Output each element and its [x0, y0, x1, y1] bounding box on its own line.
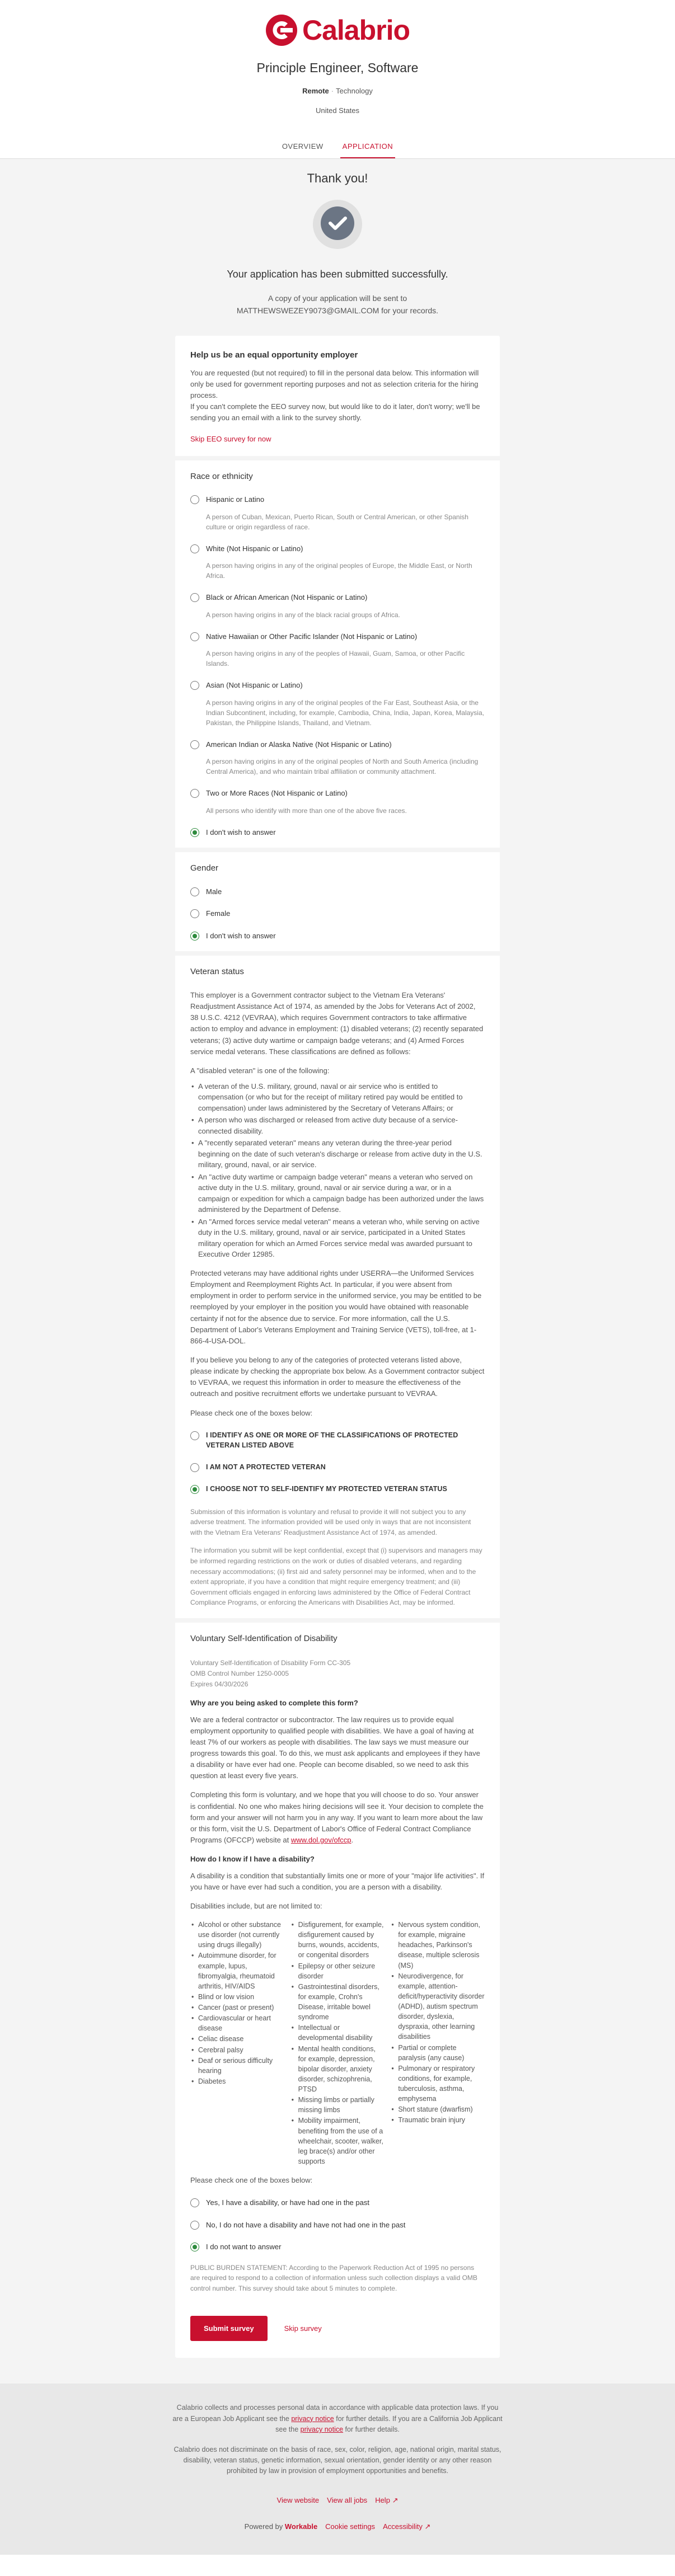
powered-by-label [245, 2521, 318, 2532]
list-item: • Cerebral palsy [190, 2045, 285, 2055]
option-description: A person having origins in any of the original peoples of Europe, the Middle East, or North Africa. [206, 562, 472, 580]
tab-overview[interactable]: OVERVIEW [282, 142, 324, 151]
list-item: • Cancer (past or present) [190, 2002, 285, 2013]
veteran-intro: This employer is a Government contractor subject to the Vietnam Era Veterans' Readjustment Assistance Act of 1974, as amended by the Jobs for Veterans Act of 2002, 38 U.S.C. 4212 (VEVRAA), which requires Government contractors to take affirmative action to employ and advance in employment: (1) disabled veterans; (2) recently separated veterans; (3) active duty wartime or campaign badge veterans; and (4) Armed Forces service medal veterans. These classifications are defined as follows: [190, 990, 484, 1056]
userra-text: Protected veterans may have additional rights under USERRA—the Uniformed Services Employment and Reemployment Rights Act. In particular, if you were absent from employment in order to perform service in the uniformed service, you may be entitled to be reemployed by your employer in the position you would have obtained with reasonable certainty if not for the absence due to service. For more information, call the U.S. Department of Labor's Veterans Employment and Training Service (VETS), toll-free, at 1-866-4-USA-DOL. [190, 1268, 482, 1345]
survey-actions [190, 2316, 485, 2341]
meta-separator: · [331, 86, 334, 95]
submit-survey-button[interactable]: Submit survey [190, 2316, 268, 2341]
eeo-intro: You are requested (but not required) to fill in the personal data below. This information will only be used for government reporting purposes and not as selection criteria for the hiring process. [190, 368, 479, 400]
veteran-options [190, 1430, 485, 1494]
eeo-intro-later: If you can't complete the EEO survey now, but would like to do it later, don't worry; we'll be sending you an email with a link to the survey shortly. [190, 402, 480, 422]
option-text [206, 1484, 447, 1494]
view-website-link[interactable]: View website [276, 2495, 320, 2504]
radio-button[interactable] [190, 1431, 199, 1440]
cookie-settings-link[interactable]: Cookie settings [325, 2522, 376, 2531]
option-label: Two or More Races (Not Hispanic or Latino) [206, 789, 348, 798]
list-item: • A veteran of the U.S. military, ground, naval or air service who is entitled to compensation (or who but for the receipt of military retired pay would be entitled to compensation) under laws administered by the Secretary of Veterans Affairs; or [190, 1081, 485, 1114]
job-meta [0, 86, 675, 97]
option-label: Hispanic or Latino [206, 495, 265, 504]
race-title: Race or ethnicity [190, 471, 253, 481]
gender-options [190, 886, 485, 942]
disabled-veteran-def: A "disabled veteran" is one of the following: [190, 1066, 330, 1075]
radio-option[interactable] [190, 930, 485, 942]
eeo-survey-card [175, 336, 500, 2358]
radio-option[interactable] [190, 680, 485, 728]
radio-option[interactable] [190, 543, 485, 581]
veteran-title: Veteran status [190, 967, 244, 977]
form-expiry: Expires 04/30/2026 [190, 1680, 249, 1688]
page-footer [0, 2384, 675, 2554]
option-label: I don't wish to answer [206, 828, 276, 836]
option-description: A person having origins in any of the original peoples of North and South America (including Central America), and who maintain tribal affiliation or community attachment. [206, 758, 479, 776]
list-item: • Blind or low vision [190, 1992, 285, 2002]
radio-selected[interactable] [190, 828, 199, 837]
list-item: • Disfigurement, for example, disfigurement caused by burns, wounds, accidents, or congenital disorders [290, 1920, 385, 1961]
external-link-icon: ↗ [392, 2495, 399, 2504]
option-text [206, 788, 407, 816]
radio-button[interactable] [190, 544, 199, 553]
option-label: Male [206, 887, 222, 896]
disability-check-prompt: Please check one of the boxes below: [190, 2176, 313, 2185]
radio-option[interactable] [190, 788, 485, 816]
option-text [206, 827, 276, 838]
voluntary-text-main: Completing this form is voluntary, and we hope that you will choose to do so. Your answer is confidential. No one who makes hiring decisions will see it. Your decision to complete the form and your answer will not harm you in any way. If you want to learn more about the law or this form, visit the U.S. Department of Labor's Office of Federal Contract Compliance Programs (OFCCP) website at [190, 1790, 484, 1844]
list-item: • Diabetes [190, 2076, 285, 2086]
option-text [206, 886, 222, 897]
why-answer: We are a federal contractor or subcontractor. The law requires us to provide equal employment opportunity to qualified people with disabilities. We have a goal of having at least 7% of our workers as people with disabilities. The law says we must measure our progress towards this goal. To do this, we must ask applicants and employees if they have a disability or have ever had one. People can become disabled, so we need to ask this question at least every five years. [190, 1715, 480, 1780]
page-header [0, 0, 675, 159]
list-item: • A "recently separated veteran" means any veteran during the three-year period beginning on the date of such veteran's discharge or release from active duty in the U.S. military, ground, naval, or air service. [190, 1137, 485, 1171]
radio-button[interactable] [190, 740, 199, 749]
list-item: • Intellectual or developmental disability [290, 2023, 385, 2043]
job-title: Principle Engineer, Software [256, 60, 419, 75]
external-link-icon: ↗ [424, 2522, 431, 2531]
option-description: A person having origins in any of the peoples of Hawaii, Guam, Samoa, or other Pacific Islands. [206, 650, 465, 668]
radio-selected[interactable] [190, 1485, 199, 1494]
job-workplace: Remote [302, 86, 329, 95]
list-item: • Short stature (dwarfism) [390, 2104, 485, 2114]
disability-form-id [190, 1658, 485, 1690]
nondiscrimination-text: Calabrio does not discriminate on the basis of race, sex, color, religion, age, national origin, marital status, disability, veteran status, genetic information, sexual orientation, gender identity or any other reason prohibited by law in provision of employment opportunities and benefits. [174, 2445, 501, 2475]
radio-option[interactable] [190, 886, 485, 897]
tab-bar [0, 135, 675, 159]
skip-eeo-link[interactable]: Skip EEO survey for now [190, 435, 271, 444]
radio-button[interactable] [190, 2221, 199, 2230]
radio-button[interactable] [190, 632, 199, 641]
job-location: United States [315, 106, 360, 115]
option-text [206, 2241, 281, 2253]
accessibility-label: Accessibility [383, 2522, 423, 2531]
list-item: • Neurodivergence, for example, attention-deficit/hyperactivity disorder (ADHD), autism spectrum disorder, dyslexia, dyspraxia, other learning disabilities [390, 1971, 485, 2042]
disability-list [190, 1920, 485, 2167]
radio-selected[interactable] [190, 2243, 199, 2251]
option-label: I CHOOSE NOT TO SELF-IDENTIFY MY PROTECTED VETERAN STATUS [206, 1484, 447, 1493]
privacy-text-b: for further details. If you are a California Job Applicant see the [275, 2414, 503, 2434]
company-name: Calabrio [302, 14, 410, 46]
option-label: I AM NOT A PROTECTED VETERAN [206, 1463, 326, 1472]
list-item: • Epilepsy or other seizure disorder [290, 1961, 385, 1981]
option-description: All persons who identify with more than one of the above five races. [206, 806, 407, 815]
disability-column [190, 1920, 285, 2167]
calabrio-logo-icon [265, 14, 298, 46]
radio-option[interactable] [190, 631, 485, 669]
submitted-message: Your application has been submitted successfully. [227, 268, 448, 280]
list-item: • Traumatic brain injury [390, 2115, 485, 2125]
list-item: • Alcohol or other substance use disorder (not currently using drugs illegally) [190, 1920, 285, 1950]
radio-button[interactable] [190, 2198, 199, 2207]
disability-column [290, 1920, 385, 2167]
confirmation-block [0, 164, 675, 317]
disability-options [190, 2197, 485, 2253]
list-item: • Partial or complete paralysis (any cause) [390, 2043, 485, 2063]
radio-option[interactable] [190, 2241, 485, 2253]
option-label: Native Hawaiian or Other Pacific Islander (Not Hispanic or Latino) [206, 632, 418, 641]
radio-option[interactable] [190, 739, 485, 777]
thank-you-heading: Thank you! [307, 171, 368, 185]
option-description: A person having origins in any of the original peoples of the Far East, Southeast Asia, or the Indian Subcontinent, including, for example, Cambodia, China, India, Japan, Korea, Malaysia, Pakistan, the Philippine Islands, Thailand, and Vietnam. [206, 698, 484, 727]
privacy-text [172, 2403, 503, 2435]
list-item: • Missing limbs or partially missing limbs [290, 2095, 385, 2115]
option-text [206, 680, 485, 728]
radio-button[interactable] [190, 495, 199, 504]
list-item: • Mental health conditions, for example, depression, bipolar disorder, anxiety disorder, schizophrenia, PTSD [290, 2044, 385, 2095]
copy-notice-line2: MATTHEWSWEZEY9073@GMAIL.COM for your records. [236, 305, 439, 315]
list-item: • Nervous system condition, for example, migraine headaches, Parkinson's disease, multiple sclerosis (MS) [390, 1920, 485, 1971]
copy-notice [0, 292, 675, 317]
powered-by [0, 2521, 675, 2532]
radio-button[interactable] [190, 1463, 199, 1472]
workable-brand[interactable]: Workable [284, 2522, 318, 2531]
radio-option[interactable] [190, 592, 485, 620]
privacy-text-c: for further details. [343, 2425, 400, 2434]
section-divider [175, 848, 500, 852]
disability-list-col3 [390, 1920, 485, 2126]
section-divider [175, 456, 500, 460]
radio-option[interactable] [190, 1484, 485, 1494]
veteran-request: If you believe you belong to any of the categories of protected veterans listed above, please indicate by checking the appropriate box below. As a Government contractor subject to VEVRAA, we request this information in order to measure the effectiveness of the outreach and positive recruitment efforts we undertake pursuant to VEVRAA. [190, 1355, 485, 1398]
option-text [206, 908, 230, 919]
option-label: Asian (Not Hispanic or Latino) [206, 681, 303, 690]
list-item: • Mobility impairment, benefiting from the use of a wheelchair, scooter, walker, leg brace(s) and/or other supports [290, 2116, 385, 2166]
option-text [206, 592, 400, 620]
eeo-heading: Help us be an equal opportunity employer [190, 350, 358, 360]
check-circle-icon [312, 199, 363, 250]
public-burden-statement: PUBLIC BURDEN STATEMENT: According to the Paperwork Reduction Act of 1995 no persons are required to respond to a collection of information unless such collection displays a valid OMB control number. This survey should take about 5 minutes to complete. [190, 2263, 477, 2292]
accessibility-link[interactable] [383, 2521, 430, 2532]
radio-option[interactable] [190, 1430, 485, 1451]
voluntary-text-end: . [351, 1835, 354, 1844]
option-label: No, I do not have a disability and have not had one in the past [206, 2220, 406, 2229]
option-text [206, 631, 485, 669]
view-all-jobs-link[interactable]: View all jobs [327, 2495, 368, 2504]
option-label: I do not want to answer [206, 2243, 282, 2251]
option-label: Female [206, 909, 231, 918]
list-item: • Pulmonary or respiratory conditions, for example, tuberculosis, asthma, emphysema [390, 2063, 485, 2104]
job-department: Technology [336, 86, 373, 95]
privacy-notice-link-eu[interactable]: privacy notice [291, 2414, 334, 2423]
list-item: • Autoimmune disorder, for example, lupus, fibromyalgia, rheumatoid arthritis, HIV/AIDS [190, 1950, 285, 1991]
option-description: A person having origins in any of the black racial groups of Africa. [206, 610, 400, 619]
disability-title: Voluntary Self-Identification of Disability [190, 1634, 337, 1643]
option-text [206, 2197, 369, 2208]
list-item: • Deaf or serious difficulty hearing [190, 2056, 285, 2076]
option-text [206, 1430, 485, 1451]
list-item: • An "active duty wartime or campaign badge veteran" means a veteran who served on active duty in the U.S. military, ground, naval or air service during a war, or in a campaign or expedition for which a campaign badge has been authorized under the laws administered by the Department of Defense. [190, 1172, 485, 1215]
how-answer: A disability is a condition that substantially limits one or more of your "major life activities". If you have or have ever had such a condition, you are a person with a disability. [190, 1871, 485, 1891]
option-label: White (Not Hispanic or Latino) [206, 544, 303, 553]
list-item: • Cardiovascular or heart disease [190, 2013, 285, 2033]
list-item: • An "Armed forces service medal veteran" means a veteran who, while serving on active duty in the U.S. military, ground, naval or air service, participated in a United States military operation for which an Armed Forces service medal was awarded pursuant to Executive Order 12985. [190, 1216, 485, 1260]
race-options [190, 494, 485, 838]
option-label: I don't wish to answer [206, 931, 276, 940]
list-item: • Gastrointestinal disorders, for example, Crohn's Disease, irritable bowel syndrome [290, 1982, 385, 2023]
section-divider [175, 1618, 500, 1623]
option-text [206, 2220, 405, 2231]
disability-list-col1 [190, 1920, 285, 2086]
disability-column [390, 1920, 485, 2167]
option-label: Black or African American (Not Hispanic or Latino) [206, 593, 368, 602]
radio-button[interactable] [190, 681, 199, 690]
gender-title: Gender [190, 863, 219, 873]
radio-option[interactable] [190, 2220, 485, 2231]
radio-button[interactable] [190, 887, 199, 896]
ofccp-link[interactable]: www.dol.gov/ofccp [290, 1835, 351, 1844]
option-description: A person of Cuban, Mexican, Puerto Rican, South or Central American, or other Spanish culture or origin regardless of race. [206, 513, 468, 531]
radio-option[interactable] [190, 494, 485, 532]
footer-links [0, 2495, 675, 2506]
help-label: Help [375, 2495, 390, 2504]
veteran-definitions [190, 1081, 485, 1260]
option-label: I IDENTIFY AS ONE OR MORE OF THE CLASSIFICATIONS OF PROTECTED VETERAN LISTED ABOVE [206, 1431, 458, 1450]
veteran-voluntary-note: Submission of this information is voluntary and refusal to provide it will not subject you to any adverse treatment. The information provided will be used only in ways that are not inconsistent with the Vietnam Era Veterans' Readjustment Assistance Act of 1974, as amended. [190, 1507, 471, 1536]
radio-option[interactable] [190, 827, 485, 838]
company-logo[interactable] [0, 12, 675, 48]
radio-option[interactable] [190, 2197, 485, 2208]
radio-button[interactable] [190, 909, 199, 918]
option-text [206, 543, 485, 581]
radio-option[interactable] [190, 908, 485, 919]
section-divider [175, 951, 500, 956]
option-text [206, 739, 485, 777]
option-text [206, 1462, 326, 1473]
powered-by-text: Powered by [244, 2522, 283, 2531]
radio-option[interactable] [190, 1462, 485, 1473]
main-content [0, 159, 675, 2384]
list-item: • Celiac disease [190, 2034, 285, 2044]
radio-button[interactable] [190, 789, 199, 798]
list-item: • A person who was discharged or released from active duty because of a service-connected disability. [190, 1115, 485, 1136]
disabilities-include: Disabilities include, but are not limited to: [190, 1901, 322, 1910]
veteran-confidential-note: The information you submit will be kept confidential, except that (i) supervisors and managers may be informed regarding restrictions on the work or duties of disabled veterans, and regarding necessary accommodations; (ii) first aid and safety personnel may be informed, when and to the extent appropriate, if you have a condition that might require emergency treatment; and (iii) Government officials engaged in enforcing laws administered by the Office of Federal Contract Compliance Programs, or enforcing the Americans with Disabilities Act, may be informed. [190, 1546, 482, 1607]
omb-number: OMB Control Number 1250-0005 [190, 1669, 289, 1677]
privacy-text-a: Calabrio collects and processes personal data in accordance with applicable data protection laws. If you are a European Job Applicant see the [172, 2404, 499, 2423]
disability-list-col2 [290, 1920, 385, 2166]
help-link[interactable] [375, 2495, 398, 2506]
option-label: Yes, I have a disability, or have had one in the past [206, 2198, 369, 2207]
tab-application[interactable]: APPLICATION [340, 135, 396, 159]
privacy-notice-link-ca[interactable]: privacy notice [300, 2425, 344, 2434]
radio-button[interactable] [190, 593, 199, 602]
how-question: How do I know if I have a disability? [190, 1855, 315, 1864]
form-name: Voluntary Self-Identification of Disability Form CC-305 [190, 1658, 351, 1667]
veteran-check-prompt: Please check one of the boxes below: [190, 1408, 313, 1417]
option-text [206, 930, 276, 942]
why-question: Why are you being asked to complete this form? [190, 1699, 358, 1708]
skip-survey-link[interactable]: Skip survey [284, 2324, 322, 2333]
radio-selected[interactable] [190, 932, 199, 941]
voluntary-text [190, 1789, 485, 1846]
option-text [206, 494, 485, 532]
copy-notice-line1: A copy of your application will be sent to [268, 293, 407, 303]
option-label: American Indian or Alaska Native (Not Hispanic or Latino) [206, 740, 392, 749]
